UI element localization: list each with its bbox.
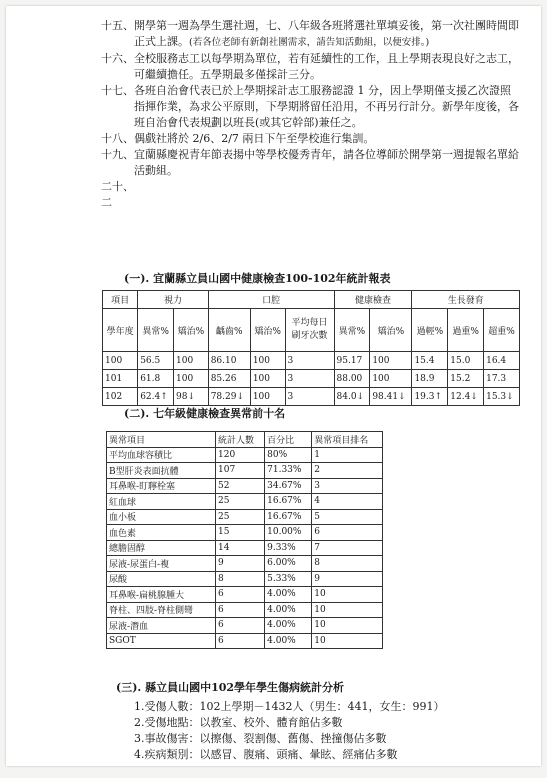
- table-header-row: [107, 432, 383, 448]
- announcement-item-17: 十七、 各班自治會代表已於上學期採計志工服務認證 1 分，因上學期僅支援乙次證照指揮作業，為求公平原則，下學期將留任沿用，不再另行計分。新學年度後，各班自治會代表規劃以班長(或其它幹部)兼任之。: [101, 84, 519, 129]
- table-row: 總膽固醇 14 9.33% 7: [107, 540, 383, 556]
- table-row: B型肝炎表面抗體 107 71.33% 2: [107, 463, 383, 479]
- list-item: 4.疾病類別：以感冒、腹痛、頭痛、暈眩、經痛佔多數: [134, 748, 398, 761]
- top-ten-abnormal-table: [106, 431, 383, 649]
- header-cell: 異常項目排名: [312, 432, 383, 448]
- table-subheader-row: [103, 309, 520, 352]
- document-page: [6, 6, 541, 766]
- table-row: 尿液-潛血 6 4.00% 10: [107, 618, 383, 634]
- subheader-cell: 超重%: [484, 309, 520, 352]
- header-health-check: 健康檢查: [334, 291, 412, 309]
- subheader-cell: 矯治%: [370, 309, 412, 352]
- health-check-table: [102, 290, 520, 406]
- announcement-item-21: 二: [101, 196, 112, 209]
- subheader-cell: 矯治%: [250, 309, 285, 352]
- header-cell: 統計人數: [216, 432, 265, 448]
- subheader-cell: 過重%: [448, 309, 484, 352]
- header-growth: 生長發育: [412, 291, 520, 309]
- table-row: 血小板 25 16.67% 5: [107, 509, 383, 525]
- announcement-item-20: 二十、: [101, 180, 134, 193]
- subheader-cell: 異常%: [334, 309, 370, 352]
- table-row: 紅血球 25 16.67% 4: [107, 494, 383, 510]
- subheader-cell: 齲齒%: [208, 309, 250, 352]
- table-row: SGOT 6 4.00% 10: [107, 633, 383, 649]
- header-cell: 百分比: [265, 432, 312, 448]
- table-row: 102 62.4↑ 98↓ 78.29↓ 100 3 84.0↓ 98.41↓ 19.3↑ 12.4↓ 15.3↓: [103, 388, 520, 406]
- injury-analysis-list: [134, 699, 444, 763]
- subheader-cell: 平均每日刷牙次數: [285, 309, 334, 352]
- header-oral: 口腔: [208, 291, 334, 309]
- table-row: 耳鼻喉-盯聹栓塞 52 34.67% 3: [107, 478, 383, 494]
- subheader-cell: 異常%: [138, 309, 174, 352]
- table-row: 101 61.8 100 85.26 100 3 88.00 100 18.9 15.2 17.3: [103, 370, 520, 388]
- list-item: 3.事故傷害：以擦傷、裂割傷、舊傷、挫撞傷佔多數: [134, 732, 387, 745]
- header-item: 項目: [103, 291, 138, 309]
- table-row: 血色素 15 10.00% 6: [107, 525, 383, 541]
- table-row: 尿酸 8 5.33% 9: [107, 571, 383, 587]
- subheader-cell: 過輕%: [412, 309, 448, 352]
- announcement-item-19: 十九、 宜蘭縣慶祝青年節表揚中等學校優秀青年，請各位導師於開學第一週提報名單給活動組。: [101, 148, 519, 177]
- table2-title: (二). 七年級健康檢查異常前十名: [124, 407, 286, 420]
- table-header-row: [103, 291, 520, 309]
- list-item: 2.受傷地點：以教室、校外、體育館佔多數: [134, 716, 343, 729]
- table-row: 100 56.5 100 86.10 100 3 95.17 100 15.4 15.0 16.4: [103, 352, 520, 370]
- table1-title: (一). 宜蘭縣立員山國中健康檢查100-102年統計報表: [124, 272, 391, 285]
- table-row: 尿液-尿蛋白-複 9 6.00% 8: [107, 556, 383, 572]
- subheader-cell: 矯治%: [174, 309, 209, 352]
- announcement-list: [101, 18, 521, 211]
- subheader-cell: 學年度: [103, 309, 138, 352]
- table-row: 耳鼻喉-扁桃腺腫大 6 4.00% 10: [107, 587, 383, 603]
- announcement-item-18: 十八、 偶戲社將於 2/6、2/7 兩日下午至學校進行集訓。: [101, 132, 375, 145]
- announcement-item-15: 十五、 開學第一週為學生選社週，七、八年級各班將選社單填妥後，第一次社團時間即正式上課。(若各位老師有新創社團需求，請告知活動組，以便安排。): [101, 19, 519, 48]
- header-cell: 異常項目: [107, 432, 216, 448]
- header-vision: 視力: [138, 291, 209, 309]
- table-row: 脊柱、四肢-脊柱側彎 6 4.00% 10: [107, 602, 383, 618]
- list-item: 1.受傷人數：102上學期－1432人（男生：441，女生：991）: [134, 700, 445, 713]
- announcement-item-16: 十六、 全校服務志工以每學期為單位，若有延續性的工作，且上學期表現良好之志工，可繼續擔任。五學期最多僅採計三分。: [101, 52, 519, 81]
- table-row: 平均血球容積比 120 80% 1: [107, 447, 383, 463]
- section3-title: (三). 縣立員山國中102學年學生傷病統計分析: [116, 681, 345, 694]
